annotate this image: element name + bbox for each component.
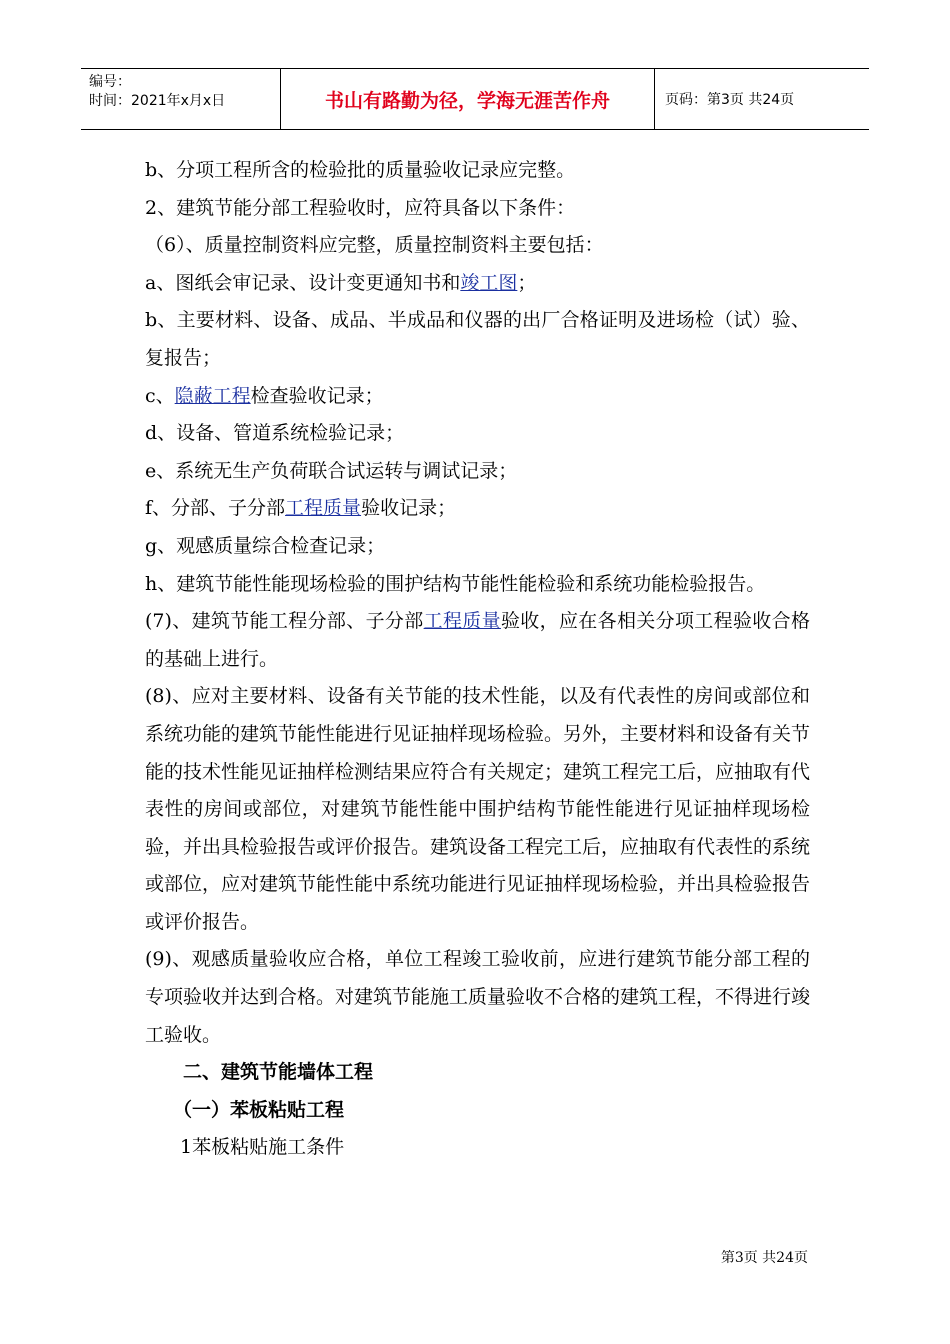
document-body [145, 152, 810, 1167]
header-motto-cell [281, 69, 655, 129]
text: c、 [145, 384, 175, 407]
paragraph: h、建筑节能性能现场检验的围护结构节能性能检验和系统功能检验报告。 [145, 572, 766, 595]
header-page-info: 页码：第3页 共24页 [665, 92, 795, 108]
link-completion-drawing[interactable]: 竣工图 [460, 271, 518, 294]
text: a、图纸会审记录、设计变更通知书和 [145, 271, 461, 294]
page-footer: 第3页 共24页 [720, 1250, 808, 1266]
subsection-heading: （一）苯板粘贴工程 [173, 1098, 345, 1121]
paragraph: 2、建筑节能分部工程验收时，应符具备以下条件： [145, 196, 576, 219]
link-engineering-quality[interactable]: 工程质量 [285, 497, 362, 520]
page-header [81, 68, 869, 130]
paragraph [145, 490, 810, 528]
paragraph: d、设备、管道系统检验记录； [145, 422, 405, 445]
text: 检查验收记录； [250, 384, 384, 407]
paragraph: 1苯板粘贴施工条件 [180, 1136, 345, 1159]
header-motto: 书山有路勤为径，学海无涯苦作舟 [324, 89, 610, 112]
paragraph: (8)、应对主要材料、设备有关节能的技术性能，以及有代表性的房间或部位和系统功能的建筑节能性能进行见证抽样现场检验。另外，主要材料和设备有关节能的技术性能见证抽样检测结果应符合有关规定；建筑工程完工后，应抽取有代表性的房间或部位，对建筑节能性能中围护结构节能性能进行见证抽样现场检验，并出具检验报告或评价报告。建筑设备工程完工后，应抽取有代表性的系统或部位，应对建筑节能性能中系统功能进行见证抽样现场检验，并出具检验报告或评价报告。 [145, 685, 811, 933]
paragraph: (9)、观感质量验收应合格，单位工程竣工验收前，应进行建筑节能分部工程的专项验收并达到合格。对建筑节能施工质量验收不合格的建筑工程，不得进行竣工验收。 [145, 948, 811, 1046]
paragraph: b、主要材料、设备、成品、半成品和仪器的出厂合格证明及进场检（试）验、复报告； [145, 309, 810, 369]
text: ； [517, 271, 537, 294]
paragraph: g、观感质量综合检查记录； [145, 534, 386, 557]
text: 验收，应在各相关分项工程验收合格的基础上进行。 [145, 610, 810, 670]
text: (7)、建筑节能工程分部、子分部 [145, 610, 424, 633]
paragraph: e、系统无生产负荷联合试运转与调试记录； [145, 459, 518, 482]
paragraph: b、分项工程所含的检验批的质量验收记录应完整。 [145, 159, 576, 181]
header-number: 编号： [89, 74, 131, 90]
paragraph [145, 603, 810, 678]
paragraph: （6）、质量控制资料应完整，质量控制资料主要包括： [145, 234, 604, 257]
paragraph [145, 265, 810, 303]
link-concealed-works[interactable]: 隐蔽工程 [174, 384, 251, 407]
section-heading: 二、建筑节能墙体工程 [183, 1061, 374, 1084]
text: 验收记录； [361, 497, 457, 520]
header-time: 时间：2021年x月x日 [89, 93, 226, 109]
link-engineering-quality[interactable]: 工程质量 [423, 610, 501, 633]
paragraph [145, 378, 810, 416]
header-meta [81, 69, 281, 129]
text: f、分部、子分部 [145, 497, 286, 520]
